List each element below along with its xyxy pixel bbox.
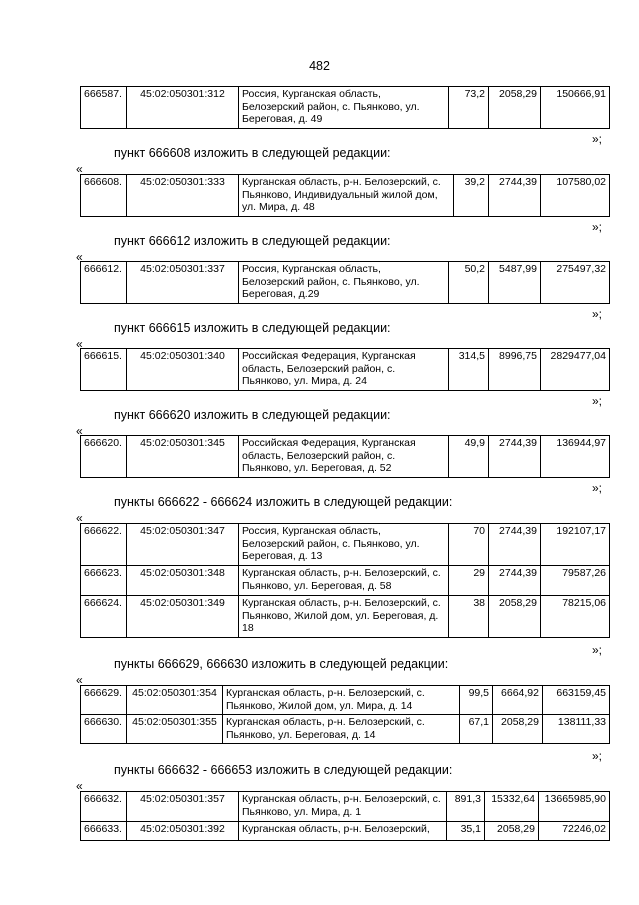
total-value: 138111,33 — [543, 715, 610, 744]
address: Россия, Курганская область, Белозерский район, с. Пьянково, ул. Береговая, д. 49 — [239, 87, 449, 129]
opening-quote: « — [76, 162, 83, 176]
amendment-heading: пункт 666612 изложить в следующей редакции: — [114, 234, 391, 248]
area: 50,2 — [449, 262, 489, 304]
cadastral-number: 45:02:050301:355 — [127, 715, 223, 744]
unit-value: 2744,39 — [489, 436, 541, 478]
closing-quote: »; — [592, 643, 603, 657]
cadastral-number: 45:02:050301:357 — [127, 792, 239, 822]
closing-quote: »; — [592, 132, 603, 146]
address: Россия, Курганская область, Белозерский район, с. Пьянково, ул. Береговая, д.29 — [239, 262, 449, 304]
unit-value: 2744,39 — [489, 524, 541, 566]
unit-value: 2058,29 — [489, 87, 541, 129]
opening-quote: « — [76, 673, 83, 687]
address: Курганская область, р-н. Белозерский, с. Пьянково, Жилой дом, ул. Береговая, д. 18 — [239, 596, 449, 638]
area: 38 — [449, 596, 489, 638]
cadastral-number: 45:02:050301:392 — [127, 822, 239, 841]
amendment-heading: пункт 666608 изложить в следующей редакции: — [114, 146, 391, 160]
registry-table — [80, 523, 610, 638]
opening-quote: « — [76, 337, 83, 351]
address: Россия, Курганская область, Белозерский район, с. Пьянково, ул. Береговая, д. 13 — [239, 524, 449, 566]
address: Курганская область, р-н. Белозерский, с. Пьянково, Жилой дом, ул. Мира, д. 14 — [223, 686, 460, 715]
address: Курганская область, р-н. Белозерский, с. Пьянково, Индивидуальный жилой дом, ул. Мира, д. 48 — [239, 175, 454, 217]
registry-table — [80, 86, 610, 129]
row-number: 666608. — [81, 175, 127, 217]
area: 73,2 — [449, 87, 489, 129]
closing-quote: »; — [592, 394, 603, 408]
registry-table — [80, 261, 610, 304]
cadastral-number: 45:02:050301:312 — [127, 87, 239, 129]
cadastral-number: 45:02:050301:349 — [127, 596, 239, 638]
address: Курганская область, р-н. Белозерский, — [239, 822, 447, 841]
total-value: 79587,26 — [541, 566, 610, 596]
area: 39,2 — [454, 175, 489, 217]
total-value: 663159,45 — [543, 686, 610, 715]
amendment-heading: пункты 666629, 666630 изложить в следующей редакции: — [114, 657, 449, 671]
table-row — [81, 715, 610, 744]
row-number: 666632. — [81, 792, 127, 822]
total-value: 150666,91 — [541, 87, 610, 129]
total-value: 72246,02 — [539, 822, 610, 841]
area: 49,9 — [449, 436, 489, 478]
table-row — [81, 822, 610, 841]
closing-quote: »; — [592, 307, 603, 321]
closing-quote: »; — [592, 481, 603, 495]
cadastral-number: 45:02:050301:354 — [127, 686, 223, 715]
area: 891,3 — [447, 792, 485, 822]
area: 35,1 — [447, 822, 485, 841]
table-row — [81, 87, 610, 129]
unit-value: 8996,75 — [489, 349, 541, 391]
row-number: 666623. — [81, 566, 127, 596]
amendment-heading: пункты 666632 - 666653 изложить в следующей редакции: — [114, 763, 453, 777]
row-number: 666615. — [81, 349, 127, 391]
registry-table — [80, 174, 610, 217]
page-number: 482 — [309, 59, 330, 73]
registry-table — [80, 791, 610, 841]
area: 314,5 — [449, 349, 489, 391]
address: Курганская область, р-н. Белозерский, с. Пьянково, ул. Береговая, д. 58 — [239, 566, 449, 596]
opening-quote: « — [76, 424, 83, 438]
total-value: 2829477,04 — [541, 349, 610, 391]
table-row — [81, 596, 610, 638]
registry-table — [80, 435, 610, 478]
area: 70 — [449, 524, 489, 566]
table-row — [81, 686, 610, 715]
unit-value: 5487,99 — [489, 262, 541, 304]
table-row — [81, 175, 610, 217]
area: 67,1 — [460, 715, 493, 744]
amendment-heading: пункты 666622 - 666624 изложить в следующей редакции: — [114, 495, 453, 509]
total-value: 192107,17 — [541, 524, 610, 566]
cadastral-number: 45:02:050301:337 — [127, 262, 239, 304]
closing-quote: »; — [592, 220, 603, 234]
address: Российская Федерация, Курганская область, Белозерский район, с. Пьянково, ул. Мира, д. 24 — [239, 349, 449, 391]
cadastral-number: 45:02:050301:348 — [127, 566, 239, 596]
row-number: 666612. — [81, 262, 127, 304]
unit-value: 6664,92 — [493, 686, 543, 715]
table-row — [81, 566, 610, 596]
address: Курганская область, р-н. Белозерский, с. Пьянково, ул. Мира, д. 1 — [239, 792, 447, 822]
table-row — [81, 349, 610, 391]
area: 29 — [449, 566, 489, 596]
row-number: 666629. — [81, 686, 127, 715]
unit-value: 2058,29 — [485, 822, 539, 841]
row-number: 666630. — [81, 715, 127, 744]
opening-quote: « — [76, 511, 83, 525]
unit-value: 2744,39 — [489, 175, 541, 217]
address: Российская Федерация, Курганская область, Белозерский район, с. Пьянково, ул. Береговая, д. 52 — [239, 436, 449, 478]
unit-value: 2058,29 — [489, 596, 541, 638]
closing-quote: »; — [592, 749, 603, 763]
opening-quote: « — [76, 250, 83, 264]
registry-table — [80, 685, 610, 744]
address: Курганская область, р-н. Белозерский, с. Пьянково, ул. Береговая, д. 14 — [223, 715, 460, 744]
registry-table — [80, 348, 610, 391]
row-number: 666620. — [81, 436, 127, 478]
table-row — [81, 262, 610, 304]
total-value: 78215,06 — [541, 596, 610, 638]
unit-value: 15332,64 — [485, 792, 539, 822]
opening-quote: « — [76, 779, 83, 793]
unit-value: 2058,29 — [493, 715, 543, 744]
table-row — [81, 436, 610, 478]
row-number: 666622. — [81, 524, 127, 566]
area: 99,5 — [460, 686, 493, 715]
cadastral-number: 45:02:050301:347 — [127, 524, 239, 566]
row-number: 666633. — [81, 822, 127, 841]
cadastral-number: 45:02:050301:340 — [127, 349, 239, 391]
table-row — [81, 524, 610, 566]
amendment-heading: пункт 666615 изложить в следующей редакции: — [114, 321, 391, 335]
cadastral-number: 45:02:050301:345 — [127, 436, 239, 478]
total-value: 107580,02 — [541, 175, 610, 217]
unit-value: 2744,39 — [489, 566, 541, 596]
total-value: 275497,32 — [541, 262, 610, 304]
row-number: 666587. — [81, 87, 127, 129]
table-row — [81, 792, 610, 822]
amendment-heading: пункт 666620 изложить в следующей редакции: — [114, 408, 391, 422]
cadastral-number: 45:02:050301:333 — [127, 175, 239, 217]
total-value: 13665985,90 — [539, 792, 610, 822]
row-number: 666624. — [81, 596, 127, 638]
total-value: 136944,97 — [541, 436, 610, 478]
